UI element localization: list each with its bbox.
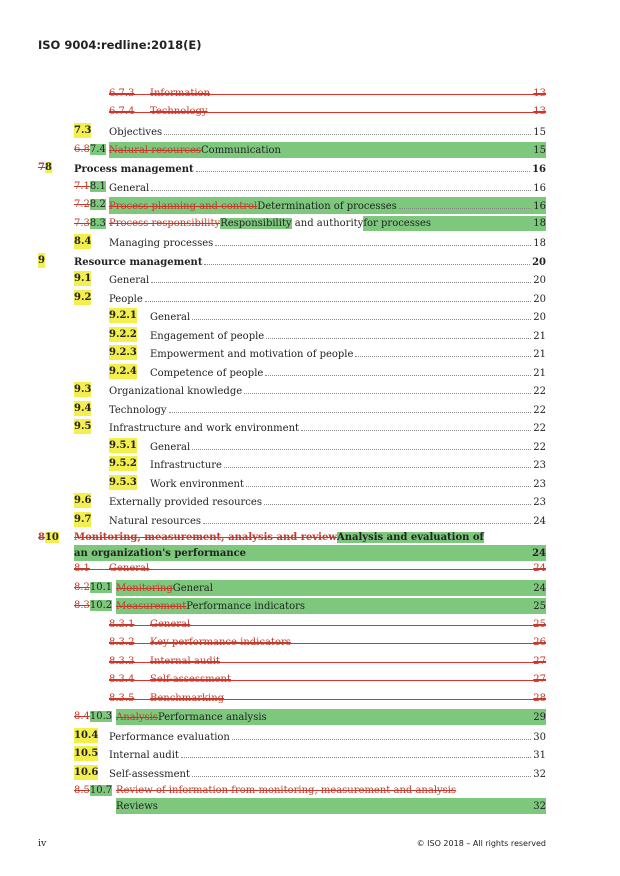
toc-leader-dots — [192, 438, 531, 450]
toc-row — [109, 672, 546, 687]
toc-number-inserted: 10.7 — [89, 785, 113, 796]
toc-row — [109, 364, 546, 379]
strike-line — [109, 643, 546, 644]
toc-page: 20 — [533, 275, 546, 286]
toc-row — [74, 580, 546, 595]
toc-label: Objectives — [109, 127, 163, 138]
toc-row — [74, 709, 546, 724]
strike-line — [109, 680, 546, 681]
toc-number: 10.4 — [74, 730, 99, 741]
toc-page: 32 — [533, 801, 546, 812]
toc-number — [74, 197, 106, 212]
toc-row — [74, 179, 546, 194]
toc-number: 9.5 — [74, 421, 92, 432]
toc-number: 9.5.1 — [109, 440, 137, 451]
toc-leader-dots — [224, 456, 531, 468]
toc-row — [109, 635, 546, 650]
toc-number: 10.6 — [74, 767, 99, 778]
toc-page: 24 — [533, 583, 546, 594]
toc-leader-dots — [248, 545, 530, 556]
toc-label: Managing processes — [109, 238, 214, 249]
toc-leader-dots — [151, 271, 531, 283]
toc-leader-dots — [169, 401, 532, 413]
toc-number: 9.2.3 — [109, 347, 137, 358]
toc-row — [74, 382, 546, 397]
toc-row — [74, 290, 546, 305]
toc-row — [74, 197, 546, 212]
toc-page: 16 — [532, 164, 546, 175]
toc-label: Resource management — [74, 257, 203, 268]
toc-page: 21 — [533, 349, 546, 360]
toc-number-deleted: 8.4 — [74, 711, 90, 722]
toc-number — [74, 598, 112, 613]
toc-leader-dots — [301, 419, 531, 431]
toc-row — [74, 142, 546, 157]
toc-number-deleted: 7.3 — [74, 218, 90, 229]
toc-row — [74, 598, 546, 613]
toc-page: 16 — [533, 201, 546, 212]
toc-row — [74, 271, 546, 286]
toc-label: Infrastructure — [150, 460, 222, 471]
toc-number: 9.7 — [74, 514, 92, 525]
strike-line — [109, 112, 546, 113]
toc-row — [109, 308, 546, 323]
toc-number — [74, 216, 106, 231]
toc-leader-dots — [151, 179, 531, 191]
toc-label-inserted: Analysis and evaluation of — [336, 532, 484, 543]
toc-page: 20 — [533, 312, 546, 323]
toc-number — [74, 580, 112, 595]
strike-line — [109, 94, 546, 95]
toc-number: 7.3 — [74, 125, 92, 136]
toc-number — [38, 530, 59, 545]
toc-label-inserted: General — [172, 583, 213, 594]
toc-number: 9.1 — [74, 273, 92, 284]
toc-number — [74, 783, 112, 798]
toc-label: Competence of people — [150, 368, 264, 379]
toc-leader-dots — [355, 345, 531, 357]
toc-leader-dots — [265, 364, 531, 376]
toc-label: Self-assessment — [109, 769, 190, 780]
toc-label — [109, 216, 363, 231]
toc-page: 20 — [533, 294, 546, 305]
toc-leader-dots — [203, 512, 531, 524]
toc-leader-dots — [215, 580, 531, 591]
toc-page: 24 — [533, 516, 546, 527]
toc-row — [74, 123, 546, 138]
toc-number: 9 — [38, 255, 45, 266]
toc-label: Organizational knowledge — [109, 386, 243, 397]
toc-label: Infrastructure and work environment — [109, 423, 300, 434]
toc-number-inserted: 8.1 — [89, 181, 106, 192]
toc-leader-dots — [232, 728, 531, 740]
toc-row — [74, 419, 546, 434]
toc-number: 9.5.2 — [109, 458, 137, 469]
toc-number — [38, 160, 52, 175]
toc-number: 9.2 — [74, 292, 92, 303]
toc-number-inserted: 10.1 — [89, 582, 113, 593]
toc-number-deleted: 7 — [38, 162, 45, 173]
toc-number — [74, 709, 112, 724]
toc-row — [109, 456, 546, 471]
toc-leader-dots — [192, 765, 531, 777]
toc-row — [109, 104, 546, 119]
toc-label-inserted: Determination of processes — [257, 201, 397, 212]
toc-page: 29 — [533, 712, 546, 723]
toc-page: 23 — [533, 460, 546, 471]
toc-label: Process management — [74, 164, 194, 175]
toc-leader-dots — [246, 475, 531, 487]
toc-number-inserted: 10.3 — [89, 711, 113, 722]
toc-number-deleted: 7.2 — [74, 199, 90, 210]
strike-line — [74, 569, 546, 570]
toc-label: General — [109, 183, 150, 194]
toc-label-deleted: Monitoring — [116, 583, 173, 594]
toc-label-inserted-block — [363, 216, 546, 231]
toc-row — [38, 253, 546, 268]
toc-row — [74, 765, 546, 780]
toc-label-deleted: Process responsibility — [109, 218, 221, 229]
toc-row — [109, 345, 546, 360]
toc-page: 20 — [532, 257, 546, 268]
toc-page: 22 — [533, 423, 546, 434]
toc-page: 25 — [533, 601, 546, 612]
toc-leader-dots — [307, 598, 531, 609]
toc-row — [74, 728, 546, 743]
toc-number: 9.5.3 — [109, 477, 137, 488]
toc-number: 9.2.2 — [109, 329, 137, 340]
toc-row — [109, 691, 546, 706]
strike-line — [109, 662, 546, 663]
strike-line — [109, 699, 546, 700]
toc-label — [109, 143, 281, 158]
toc-row — [109, 327, 546, 342]
toc-number-deleted: 6.8 — [74, 144, 90, 155]
toc-page: 30 — [533, 732, 546, 743]
toc-leader-dots — [244, 382, 531, 394]
toc-row — [74, 561, 546, 576]
toc-label: Internal audit — [109, 750, 179, 761]
toc-leader-dots — [160, 798, 531, 809]
strike-line — [109, 625, 546, 626]
toc-leader-dots — [266, 327, 531, 339]
toc-number — [74, 179, 106, 194]
toc-number-deleted: 8.3 — [74, 600, 90, 611]
toc-label-inserted: for processes — [363, 218, 432, 229]
page-number: iv — [38, 838, 47, 849]
toc-row — [74, 401, 546, 416]
toc-number-deleted: 8 — [38, 532, 45, 543]
toc-leader-dots — [196, 160, 530, 172]
toc-label-deleted: Natural resources — [109, 145, 202, 156]
toc-label-line2: an organization's performance — [74, 548, 247, 559]
toc-leader-dots — [181, 746, 531, 758]
toc-page: 22 — [533, 442, 546, 453]
toc-page: 22 — [533, 386, 546, 397]
toc-number-deleted: 7.1 — [74, 181, 90, 192]
toc-label-inserted: Responsibility — [220, 218, 292, 229]
toc-label — [116, 581, 213, 596]
toc-label-deleted: Process planning and control — [109, 201, 258, 212]
copyright-notice: © ISO 2018 – All rights reserved — [416, 839, 546, 848]
toc-label-deleted: Review of information from monitoring, measurement and analysis — [116, 785, 457, 796]
toc-row — [109, 438, 546, 453]
toc-row — [74, 234, 546, 249]
toc-label: General — [150, 312, 191, 323]
toc-page: 21 — [533, 331, 546, 342]
toc-number: 9.2.4 — [109, 366, 137, 377]
toc-number-inserted: 8.2 — [89, 199, 106, 210]
toc-row — [109, 86, 546, 101]
toc-page: 16 — [533, 183, 546, 194]
toc-leader-dots — [192, 308, 531, 320]
toc-label: Externally provided resources — [109, 497, 262, 508]
toc-page: 22 — [533, 405, 546, 416]
toc-label: General — [109, 275, 150, 286]
toc-row — [38, 530, 546, 560]
toc-leader-dots — [433, 216, 531, 227]
toc-page: 23 — [533, 479, 546, 490]
toc-label-inserted: Communication — [201, 145, 281, 156]
toc-label: Natural resources — [109, 516, 202, 527]
toc-leader-dots — [145, 290, 532, 302]
toc-label — [109, 199, 397, 214]
toc-page: 21 — [533, 368, 546, 379]
toc-leader-dots — [269, 709, 532, 720]
toc-number: 9.4 — [74, 403, 92, 414]
toc-label-text: and authority — [291, 218, 364, 229]
toc-number: 8.4 — [74, 236, 92, 247]
toc-number-inserted: 10 — [44, 532, 59, 543]
toc-page: 15 — [533, 145, 546, 156]
toc-page: 18 — [533, 238, 546, 249]
toc-leader-dots — [164, 123, 531, 135]
toc-label — [116, 710, 267, 725]
toc-page: 32 — [533, 769, 546, 780]
toc-page: 15 — [533, 127, 546, 138]
toc-row — [109, 654, 546, 669]
toc-label-inserted: Performance indicators — [186, 601, 306, 612]
toc-number — [74, 142, 106, 157]
toc-row — [74, 783, 546, 813]
toc-label-deleted: Monitoring, measurement, analysis and review — [74, 532, 337, 543]
toc-leader-dots — [204, 253, 530, 265]
toc-row — [74, 512, 546, 527]
toc-number: 9.6 — [74, 495, 92, 506]
document-header: ISO 9004:redline:2018(E) — [38, 38, 202, 52]
toc-row — [74, 216, 546, 231]
toc-number-deleted: 8.5 — [74, 785, 90, 796]
toc-number-inserted: 10.2 — [89, 600, 113, 611]
toc-number-inserted: 8.3 — [89, 218, 106, 229]
toc-label: Technology — [109, 405, 167, 416]
toc-page: 31 — [533, 750, 546, 761]
toc-leader-dots — [283, 142, 531, 153]
toc-label: People — [109, 294, 143, 305]
toc-label: Empowerment and motivation of people — [150, 349, 354, 360]
toc-row — [74, 493, 546, 508]
toc-number: 9.2.1 — [109, 310, 137, 321]
toc-row — [109, 475, 546, 490]
toc-label-deleted: Measurement — [116, 601, 187, 612]
toc-label: General — [150, 442, 191, 453]
toc-label-line2: Reviews — [116, 801, 158, 812]
toc-label — [74, 530, 484, 545]
toc-label: Engagement of people — [150, 331, 265, 342]
toc-label: Performance evaluation — [109, 732, 230, 743]
toc-label-inserted: Performance analysis — [157, 712, 267, 723]
toc-leader-dots — [215, 234, 531, 246]
toc-page: 24 — [532, 548, 546, 559]
toc-row — [38, 160, 546, 175]
toc-row — [109, 617, 546, 632]
toc-label: Work environment — [150, 479, 244, 490]
toc-number: 10.5 — [74, 748, 99, 759]
toc-number: 9.3 — [74, 384, 92, 395]
toc-number-deleted: 8.2 — [74, 582, 90, 593]
toc-number-inserted: 8 — [44, 162, 52, 173]
toc-page: 18 — [533, 218, 546, 229]
toc-label-deleted: Analysis — [116, 712, 158, 723]
toc-page: 23 — [533, 497, 546, 508]
toc-label — [116, 599, 305, 614]
toc-leader-dots — [399, 197, 532, 209]
toc-leader-dots — [264, 493, 531, 505]
toc-row — [74, 746, 546, 761]
toc-number-inserted: 7.4 — [89, 144, 106, 155]
